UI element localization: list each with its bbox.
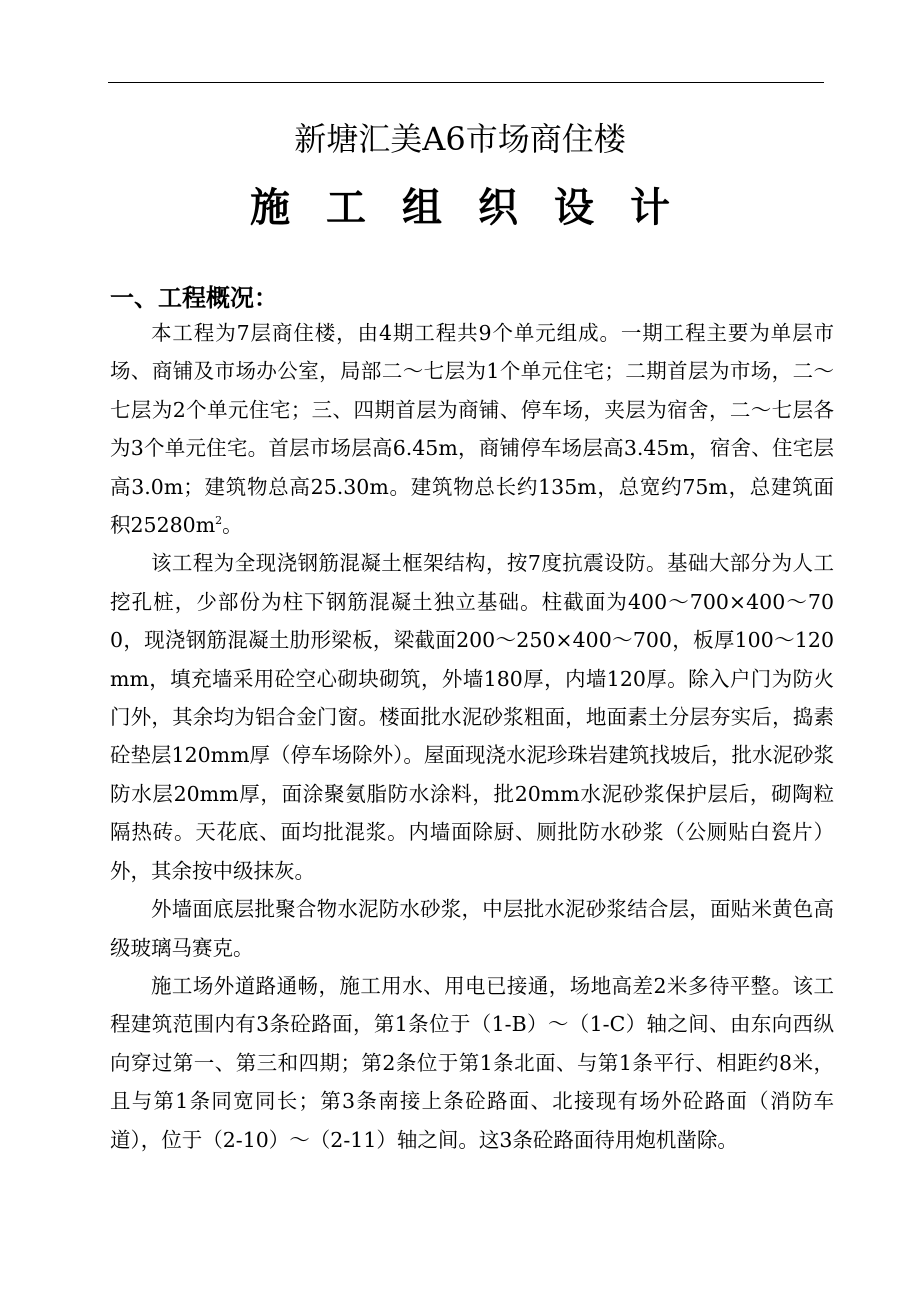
section-heading: 一、工程概况：	[110, 284, 278, 312]
area-superscript: 2	[215, 514, 223, 528]
paragraph-overview	[110, 314, 834, 544]
paragraph-structure: 该工程为全现浇钢筋混凝土框架结构，按7度抗震设防。基础大部分为人工挖孔桩，少部份为柱下钢筋混凝土独立基础。柱截面为400～700×400～700，现浇钢筋混凝土肋形梁板，梁截面200～250×400～700，板厚100～120mm，填充墙采用砼空心砌块砌筑，外墙180厚，内墙120厚。除入户门为防火门外，其余均为铝合金门窗。楼面批水泥砂浆粗面，地面素土分层夯实后，捣素砼垫层120mm厚（停车场除外）。屋面现浇水泥珍珠岩建筑找坡后，批水泥砂浆防水层20mm厚，面涂聚氨脂防水涂料，批20mm水泥砂浆保护层后，砌陶粒隔热砖。天花底、面均批混浆。内墙面除厨、厕批防水砂浆（公厕贴白瓷片）外，其余按中级抹灰。	[110, 551, 834, 883]
header-rule	[108, 82, 824, 83]
document-title: 施工组织设计	[250, 185, 706, 231]
paragraph-exterior-wall: 外墙面底层批聚合物水泥防水砂浆，中层批水泥砂浆结合层，面贴米黄色高级玻璃马赛克。	[110, 897, 834, 960]
paragraph-end: 。	[222, 513, 243, 538]
paragraph-text: 本工程为7层商住楼，由4期工程共9个单元组成。一期工程主要为单层市场、商铺及市场办公室，局部二～七层为1个单元住宅；二期首层为市场，二～七层为2个单元住宅；三、四期首层为商铺、停车场，夹层为宿舍，二～七层各为3个单元住宅。首层市场层高6.45m，商铺停车场层高3.45m，宿舍、住宅层高3.0m；建筑物总高25.30m。建筑物总长约135m，总宽约75m，总建筑面积25280m	[110, 321, 834, 538]
section-body	[110, 314, 834, 1159]
paragraph-site: 施工场外道路通畅，施工用水、用电已接通，场地高差2米多待平整。该工程建筑范围内有3条砼路面，第1条位于（1-B）～（1-C）轴之间、由东向西纵向穿过第一、第三和四期；第2条位于第1条北面、与第1条平行、相距约8米，且与第1条同宽同长；第3条南接上条砼路面、北接现有场外砼路面（消防车道），位于（2-10）～（2-11）轴之间。这3条砼路面待用炮机凿除。	[110, 973, 834, 1152]
project-title: 新塘汇美A6市场商住楼	[294, 120, 626, 158]
